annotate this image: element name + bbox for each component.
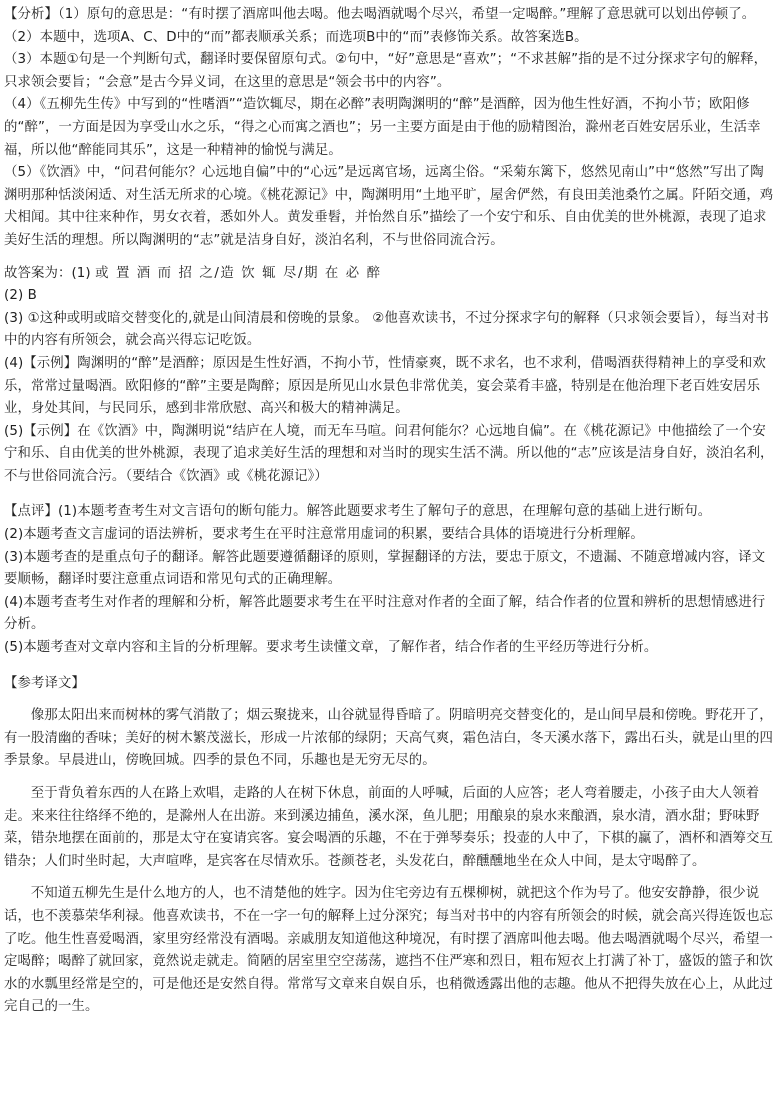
answer-1-text: 或 置 酒 而 招 之/造 饮 辄 尽/期 在 必 醉 [95, 265, 382, 281]
analysis-item-5: （5）《饮酒》中，“问君何能尔？心远地自偏”中的“心远”是远离官场，远离尘俗。“采菊东篱下，悠然见南山”中“悠然”写出了陶渊明那种恬淡闲适、对生活无所求的心境。《桃花源记》中，陶渊明用“土地平旷，屋舍俨然，有良田美池桑竹之属。阡陌交通，鸡犬相闻。其中往来种作，男女衣着，悉如外人。黄发垂髫，并怡然自乐”描绘了一个安宁和乐、自由优美的世外桃源，表现了追求美好生活的理想。所以陶渊明的“志”就是洁身自好，淡泊名利，不与世俗同流合污。 [4, 165, 774, 248]
translation-title: 【参考译文】 [4, 675, 85, 691]
spacer [4, 660, 774, 673]
answer-1-label: (1) [71, 265, 91, 281]
translation-paragraph-3: 不知道五柳先生是什么地方的人，也不清楚他的姓字。因为住宅旁边有五棵柳树，就把这个作为号了。他安安静静，很少说话，也不羡慕荣华利禄。他喜欢读书，不在一字一句的解释上过分深究；每当对书中的内容有所领会的时候，就会高兴得连饭也忘了吃。他生性喜爱喝酒，家里穷经常没有酒喝。亲戚朋友知道他这种境况，有时摆了酒席叫他去喝。他去喝酒就喝个尽兴，希望一定喝醉；喝醉了就回家，竟然说走就走。简陋的居室里空空荡荡，遮挡不住严寒和烈日，粗布短衣上打满了补丁，盛饭的篮子和饮水的水瓢里经常是空的，可是他还是安然自得。常常写文章来自娱自乐，也稍微透露出他的志趣。他从不把得失放在心上，从此过完自己的一生。 [4, 886, 773, 1015]
translation-paragraph-2: 至于背负着东西的人在路上欢唱，走路的人在树下休息，前面的人呼喊，后面的人应答；老人弯着腰走，小孩子由大人领着走。来来往往络绎不绝的，是滁州人在出游。来到溪边捕鱼，溪水深，鱼儿肥；用酿泉的泉水来酿酒，泉水清，酒水甜；野味野菜，错杂地摆在面前的，那是太守在宴请宾客。宴会喝酒的乐趣，不在于弹琴奏乐；投壶的人中了，下棋的赢了，酒杯和酒筹交互错杂；人们时坐时起，大声喧哗，是宾客在尽情欢乐。苍颜苍老，头发花白，醉醺醺地坐在众人中间，是太守喝醉了。 [4, 786, 773, 869]
answer-item-1 [4, 263, 774, 286]
spacer [4, 695, 774, 705]
analysis-item-3: （3）本题①句是一个判断句式，翻译时要保留原句式。②句中，“好”意思是“喜欢”；“不求甚解”指的是不过分探求字句的解释，只求领会要旨；“会意”是古今异义词，在这里的意思是“领会书中的内容”。 [4, 52, 768, 90]
comment-item-4: (4)本题考查考生对作者的理解和分析，解答此题要求考生在平时注意对作者的全面了解，结合作者的位置和辨析的思想情感进行分析。 [4, 594, 766, 633]
spacer [4, 253, 774, 263]
analysis-item-4: （4）《五柳先生传》中写到的“性嗜酒”“造饮辄尽，期在必醉”表明陶渊明的“醉”是酒醉，因为他生性好酒，不拘小节；欧阳修的“醉”，一方面是因为享受山水之乐，“得之心而寓之酒也”；另一主要方面是由于他的励精图治，滁州老百姓安居乐业，生活幸福，所以他“醉能同其乐”，这是一种精神的愉悦与满足。 [4, 97, 761, 158]
answer-item-5: (5)【示例】在《饮酒》中，陶渊明说“结庐在人境，而无车马喧。问君何能尔？心远地自偏”。在《桃花源记》中他描绘了一个安宁和乐、自由优美的世外桃源，表现了追求美好生活的理想和对当时的现实生活不满。所以他的“志”应该是洁身自好，淡泊名利，不与世俗同流合污。（要结合《饮酒》或《桃花源记》） [4, 423, 774, 484]
analysis-intro: 【分析】（1）原句的意思是：“有时摆了酒席叫他去喝。他去喝酒就喝个尽兴，希望一定喝醉。”理解了意思就可以划出停顿了。 [4, 7, 756, 22]
answer-title: 故答案为： [4, 265, 72, 281]
comment-item-2: (2)本题考查文言虚词的语法辨析，要求考生在平时注意常用虚词的积累，要结合具体的语境进行分析理解。 [4, 527, 644, 543]
spacer [4, 873, 774, 883]
comment-item-1: 【点评】(1)本题考查考生对文言语句的断句能力。解答此题要求考生了解句子的意思，在理解句意的基础上进行断句。 [4, 504, 712, 520]
answer-item-2: (2) B [4, 288, 37, 304]
comment-item-5: (5)本题考查对文章内容和主旨的分析理解。要求考生读懂文章，了解作者，结合作者的生平经历等进行分析。 [4, 640, 658, 656]
spacer [4, 773, 774, 783]
analysis-item-2: （2）本题中，选项A、C、D中的“而”都表顺承关系；而选项B中的“而”表修饰关系。故答案选B。 [4, 29, 588, 45]
answer-item-3: (3) ①这种或明或暗交替变化的,就是山间清晨和傍晚的景象。 ②他喜欢读书，不过分探求字句的解释（只求领会要旨），每当对书中的内容有所领会，就会高兴得忘记吃饭。 [4, 310, 769, 349]
comment-item-3: (3)本题考查的是重点句子的翻译。解答此题要遵循翻译的原则，掌握翻译的方法，要忠于原文，不遗漏、不随意增减内容，译文要顺畅，翻译时要注意重点词语和常见句式的正确理解。 [4, 549, 766, 588]
spacer [4, 488, 774, 501]
answer-item-4: (4)【示例】陶渊明的“醉”是酒醉；原因是生性好酒，不拘小节，性情豪爽，既不求名，也不求利，借喝酒获得精神上的享受和欢乐，常常过量喝酒。欧阳修的“醉”主要是陶醉；原因是所见山水景色非常优美，宴会菜肴丰盛，特别是在他治理下老百姓安居乐业，身处其间，与民同乐，感到非常欣慰、高兴和极大的精神满足。 [4, 355, 766, 417]
translation-paragraph-1: 像那太阳出来而树林的雾气消散了；烟云聚拢来，山谷就显得昏暗了。阴暗明亮交替变化的，是山间早晨和傍晚。野花开了，有一股清幽的香味；美好的树木繁茂滋长，形成一片浓郁的绿阴；天高气爽，霜色洁白，冬天溪水落下，露出石头，就是山里的四季景象。早晨进山，傍晚回城。四季的景色不同，乐趣也是无穷无尽的。 [4, 708, 773, 769]
